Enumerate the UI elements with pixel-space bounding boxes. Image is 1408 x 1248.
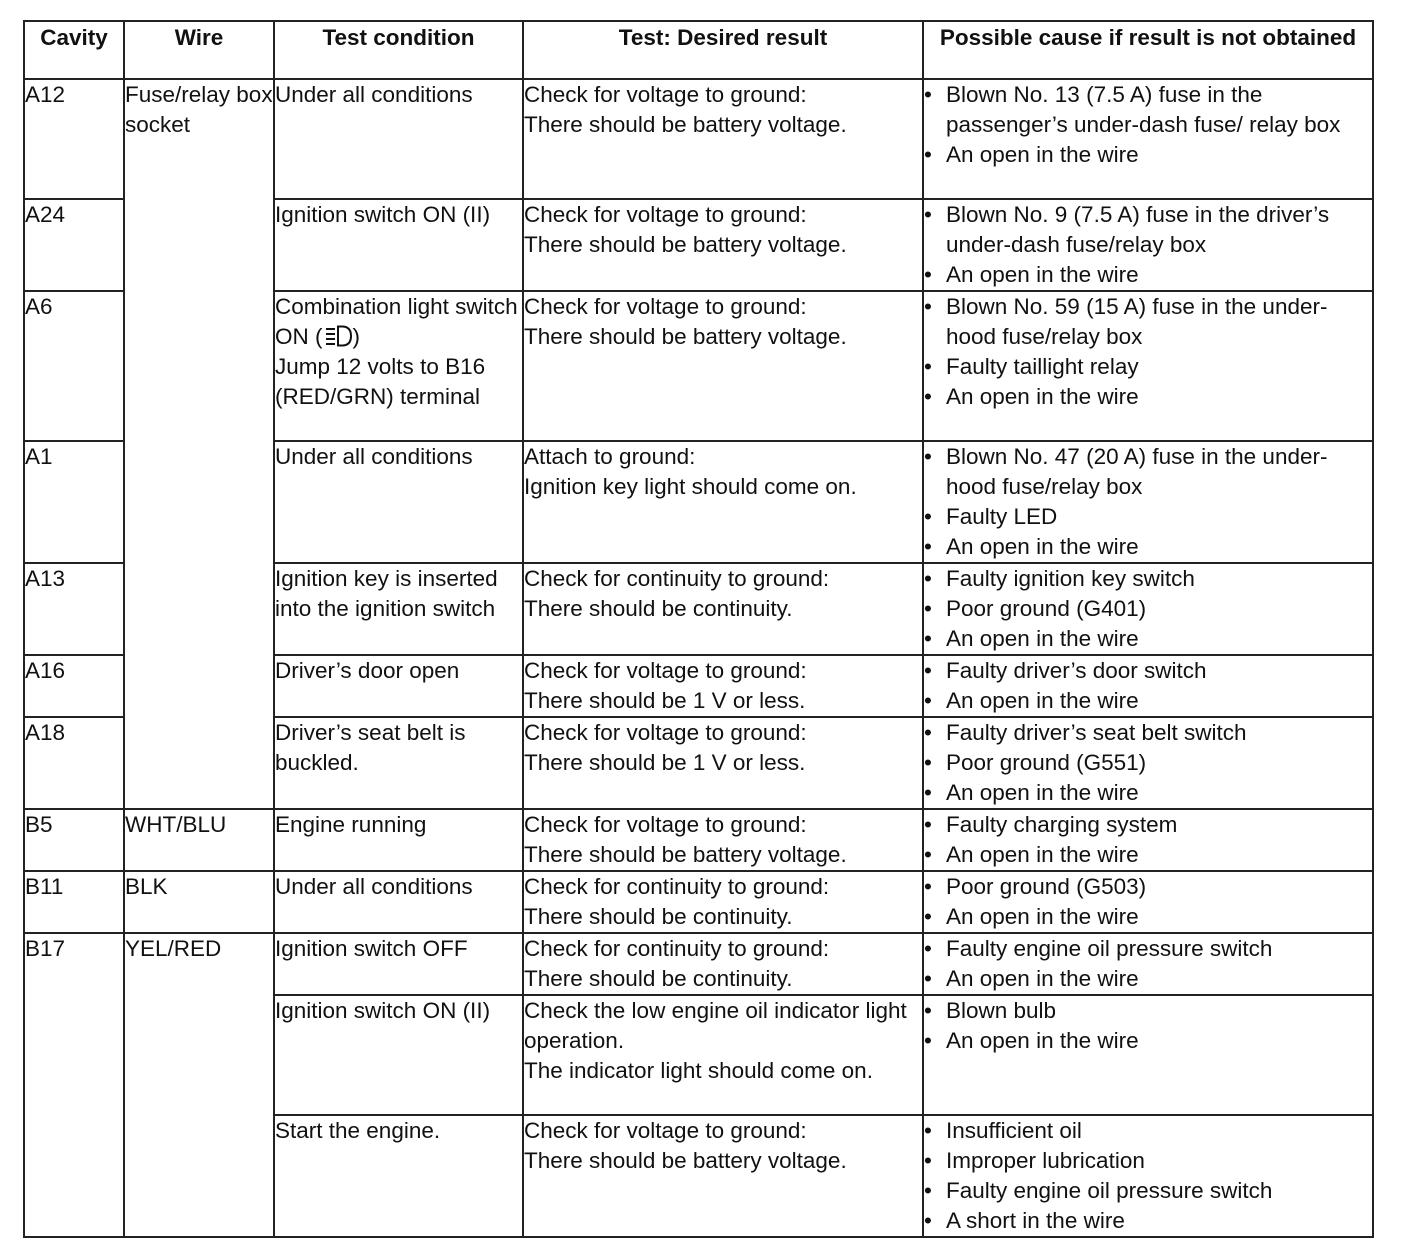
cause-item: • Blown bulb bbox=[924, 996, 1372, 1026]
table-row bbox=[24, 809, 1373, 871]
result-line: Check for voltage to ground: bbox=[524, 812, 807, 837]
desired-result-cell bbox=[523, 809, 923, 871]
desired-result-cell bbox=[523, 1115, 923, 1237]
result-line: Ignition key light should come on. bbox=[524, 474, 857, 499]
test-condition-cell: Driver’s door open bbox=[274, 655, 523, 717]
wire-cell: YEL/RED bbox=[124, 933, 274, 1237]
test-condition-cell: Ignition switch OFF bbox=[274, 933, 523, 995]
cause-item: • An open in the wire bbox=[924, 686, 1372, 716]
cause-list bbox=[924, 872, 1372, 932]
possible-cause-cell bbox=[923, 563, 1373, 655]
cavity-cell: A24 bbox=[24, 199, 124, 291]
possible-cause-cell bbox=[923, 291, 1373, 441]
cause-item: • Poor ground (G401) bbox=[924, 594, 1372, 624]
cause-list bbox=[924, 656, 1372, 716]
cause-item: • Insufficient oil bbox=[924, 1116, 1372, 1146]
cause-item: • Blown No. 47 (20 A) fuse in the under-hood fuse/relay box bbox=[924, 442, 1372, 502]
test-condition-cell bbox=[274, 291, 523, 441]
result-line: Check for voltage to ground: bbox=[524, 658, 807, 683]
cause-item: • An open in the wire bbox=[924, 840, 1372, 870]
result-line: Check for voltage to ground: bbox=[524, 82, 807, 107]
result-line: There should be 1 V or less. bbox=[524, 750, 806, 775]
cause-item: • A short in the wire bbox=[924, 1206, 1372, 1236]
cause-item: • An open in the wire bbox=[924, 260, 1372, 290]
cavity-cell: A13 bbox=[24, 563, 124, 655]
result-line: There should be battery voltage. bbox=[524, 324, 847, 349]
cavity-cell: B5 bbox=[24, 809, 124, 871]
test-condition-cell: Start the engine. bbox=[274, 1115, 523, 1237]
table-row bbox=[24, 933, 1373, 995]
cause-item: • Faulty LED bbox=[924, 502, 1372, 532]
cavity-cell: B17 bbox=[24, 933, 124, 1237]
cause-item: • Faulty engine oil pressure switch bbox=[924, 1176, 1372, 1206]
condition-text: Jump 12 volts to B16 (RED/GRN) terminal bbox=[275, 354, 486, 409]
test-condition-cell: Under all conditions bbox=[274, 79, 523, 199]
cause-item: • An open in the wire bbox=[924, 778, 1372, 808]
result-line: Check for voltage to ground: bbox=[524, 1118, 807, 1143]
possible-cause-cell bbox=[923, 79, 1373, 199]
cavity-cell: A18 bbox=[24, 717, 124, 809]
desired-result-cell bbox=[523, 995, 923, 1115]
desired-result-cell bbox=[523, 199, 923, 291]
cavity-cell: A1 bbox=[24, 441, 124, 563]
desired-result-cell bbox=[523, 291, 923, 441]
cavity-cell: A16 bbox=[24, 655, 124, 717]
result-line: Check the low engine oil indicator light operation. bbox=[524, 998, 907, 1053]
cause-item: • Faulty taillight relay bbox=[924, 352, 1372, 382]
cause-list bbox=[924, 200, 1372, 290]
desired-result-cell bbox=[523, 871, 923, 933]
test-condition-cell: Ignition switch ON (II) bbox=[274, 995, 523, 1115]
header-wire: Wire bbox=[124, 21, 274, 79]
cavity-cell: B11 bbox=[24, 871, 124, 933]
cause-item: • Poor ground (G551) bbox=[924, 748, 1372, 778]
test-condition-cell: Ignition switch ON (II) bbox=[274, 199, 523, 291]
cause-item: • An open in the wire bbox=[924, 624, 1372, 654]
result-line: Check for continuity to ground: bbox=[524, 566, 830, 591]
cause-item: • Improper lubrication bbox=[924, 1146, 1372, 1176]
desired-result-cell bbox=[523, 933, 923, 995]
result-line: There should be continuity. bbox=[524, 966, 793, 991]
possible-cause-cell bbox=[923, 717, 1373, 809]
cause-item: • Faulty driver’s seat belt switch bbox=[924, 718, 1372, 748]
possible-cause-cell bbox=[923, 1115, 1373, 1237]
result-line: Check for voltage to ground: bbox=[524, 294, 807, 319]
cause-item: • An open in the wire bbox=[924, 964, 1372, 994]
desired-result-cell bbox=[523, 441, 923, 563]
circuit-test-table bbox=[23, 20, 1374, 1238]
result-line: There should be continuity. bbox=[524, 904, 793, 929]
cavity-cell: A12 bbox=[24, 79, 124, 199]
result-line: Check for voltage to ground: bbox=[524, 202, 807, 227]
condition-text: Combination light switch ON ( bbox=[275, 294, 518, 349]
cause-list bbox=[924, 996, 1372, 1056]
cause-list bbox=[924, 1116, 1372, 1236]
cavity-cell: A6 bbox=[24, 291, 124, 441]
result-line: There should be battery voltage. bbox=[524, 842, 847, 867]
header-cavity: Cavity bbox=[24, 21, 124, 79]
result-line: There should be 1 V or less. bbox=[524, 688, 806, 713]
cause-list bbox=[924, 810, 1372, 870]
possible-cause-cell bbox=[923, 441, 1373, 563]
test-condition-cell: Driver’s seat belt is buckled. bbox=[274, 717, 523, 809]
cause-item: • Blown No. 9 (7.5 A) fuse in the driver’s under-dash fuse/relay box bbox=[924, 200, 1372, 260]
cause-list bbox=[924, 292, 1372, 412]
cause-item: • An open in the wire bbox=[924, 532, 1372, 562]
result-line: Check for voltage to ground: bbox=[524, 720, 807, 745]
cause-list bbox=[924, 718, 1372, 808]
desired-result-cell bbox=[523, 79, 923, 199]
table-row bbox=[24, 79, 1373, 199]
result-line: Attach to ground: bbox=[524, 444, 696, 469]
wire-cell: WHT/BLU bbox=[124, 809, 274, 871]
cause-list bbox=[924, 564, 1372, 654]
header-test-condition: Test condition bbox=[274, 21, 523, 79]
cause-item: • Poor ground (G503) bbox=[924, 872, 1372, 902]
header-desired-result: Test: Desired result bbox=[523, 21, 923, 79]
result-line: There should be continuity. bbox=[524, 596, 793, 621]
condition-text: ) bbox=[352, 324, 360, 349]
cause-item: • Faulty charging system bbox=[924, 810, 1372, 840]
possible-cause-cell bbox=[923, 655, 1373, 717]
test-condition-cell: Under all conditions bbox=[274, 871, 523, 933]
table-header-row bbox=[24, 21, 1373, 79]
test-condition-cell: Under all conditions bbox=[274, 441, 523, 563]
cause-item: • Blown No. 59 (15 A) fuse in the under-hood fuse/relay box bbox=[924, 292, 1372, 352]
cause-item: • Blown No. 13 (7.5 A) fuse in the passenger’s under-dash fuse/ relay box bbox=[924, 80, 1372, 140]
wire-cell: Fuse/relay box socket bbox=[124, 79, 274, 809]
result-line: There should be battery voltage. bbox=[524, 1148, 847, 1173]
result-line: There should be battery voltage. bbox=[524, 232, 847, 257]
cause-item: • An open in the wire bbox=[924, 902, 1372, 932]
desired-result-cell bbox=[523, 655, 923, 717]
wire-cell: BLK bbox=[124, 871, 274, 933]
cause-item: • An open in the wire bbox=[924, 1026, 1372, 1056]
possible-cause-cell bbox=[923, 809, 1373, 871]
table-row bbox=[24, 871, 1373, 933]
cause-item: • An open in the wire bbox=[924, 382, 1372, 412]
result-line: Check for continuity to ground: bbox=[524, 936, 830, 961]
possible-cause-cell bbox=[923, 199, 1373, 291]
headlight-icon bbox=[323, 325, 353, 347]
cause-item: • Faulty ignition key switch bbox=[924, 564, 1372, 594]
desired-result-cell bbox=[523, 717, 923, 809]
header-possible-cause: Possible cause if result is not obtained bbox=[923, 21, 1373, 79]
result-line: Check for continuity to ground: bbox=[524, 874, 830, 899]
test-condition-cell: Ignition key is inserted into the ignition switch bbox=[274, 563, 523, 655]
result-line: The indicator light should come on. bbox=[524, 1058, 873, 1083]
desired-result-cell bbox=[523, 563, 923, 655]
possible-cause-cell bbox=[923, 995, 1373, 1115]
possible-cause-cell bbox=[923, 871, 1373, 933]
test-condition-cell: Engine running bbox=[274, 809, 523, 871]
cause-item: • Faulty driver’s door switch bbox=[924, 656, 1372, 686]
cause-list bbox=[924, 80, 1372, 170]
cause-list bbox=[924, 442, 1372, 562]
possible-cause-cell bbox=[923, 933, 1373, 995]
cause-list bbox=[924, 934, 1372, 994]
result-line: There should be battery voltage. bbox=[524, 112, 847, 137]
cause-item: • An open in the wire bbox=[924, 140, 1372, 170]
cause-item: • Faulty engine oil pressure switch bbox=[924, 934, 1372, 964]
